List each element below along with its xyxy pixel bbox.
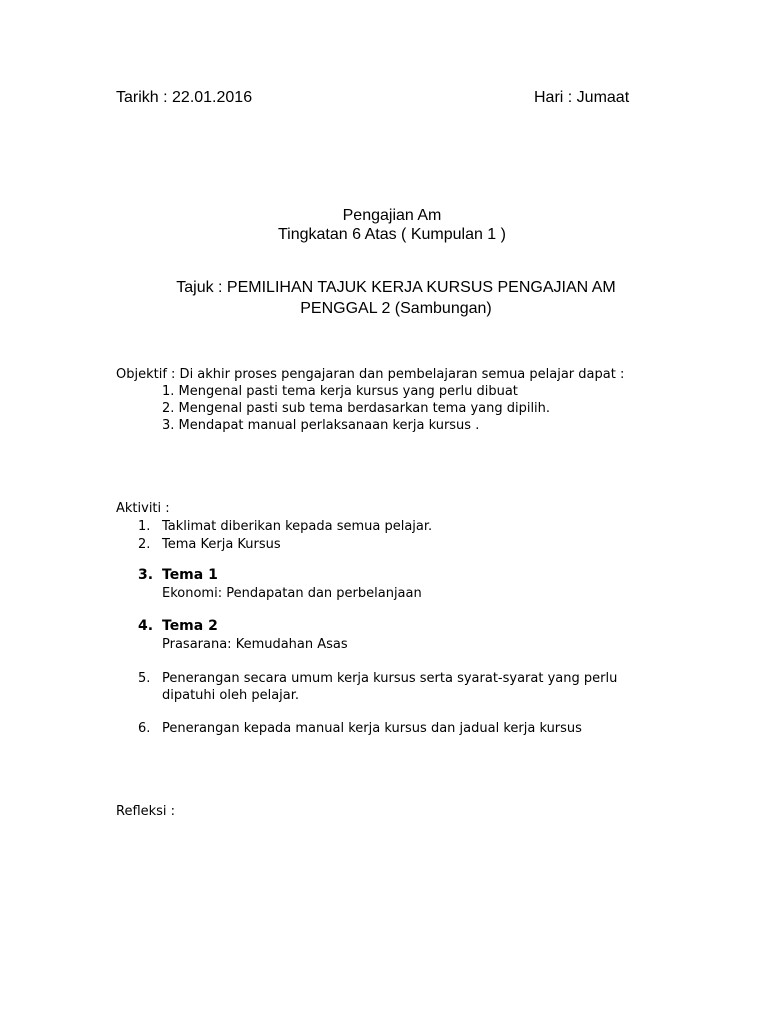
- objective-label: Objektif : Di akhir proses pengajaran dan pembelajaran semua pelajar dapat :: [116, 367, 625, 382]
- activity-number-1: 1.: [138, 519, 151, 534]
- topic-line-2: PENGGAL 2 (Sambungan): [300, 300, 492, 317]
- reflection-label: Refleksi :: [116, 804, 176, 819]
- objective-item-2: 2. Mengenal pasti sub tema berdasarkan tema yang dipilih.: [162, 401, 551, 416]
- form-group-line: Tingkatan 6 Atas ( Kumpulan 1 ): [278, 226, 506, 243]
- theme-2-description: Prasarana: Kemudahan Asas: [162, 637, 348, 652]
- day-label: Hari : Jumaat: [534, 89, 630, 106]
- theme-2-heading: Tema 2: [162, 618, 218, 634]
- activity-number-2: 2.: [138, 537, 151, 552]
- activity-number-5: 5.: [138, 671, 151, 686]
- activity-number-3: 3.: [138, 567, 154, 583]
- activity-number-6: 6.: [138, 721, 151, 736]
- theme-1-description: Ekonomi: Pendapatan dan perbelanjaan: [162, 586, 422, 601]
- subject-title: Pengajian Am: [342, 207, 442, 224]
- activity-number-4: 4.: [138, 618, 154, 634]
- activities-label: Aktiviti :: [116, 501, 170, 516]
- theme-1-heading: Tema 1: [162, 567, 218, 583]
- objective-item-3: 3. Mendapat manual perlaksanaan kerja kursus .: [162, 418, 480, 433]
- activity-text-6: Penerangan kepada manual kerja kursus dan jadual kerja kursus: [162, 721, 582, 736]
- date-label: Tarikh : 22.01.2016: [116, 89, 253, 106]
- activity-text-1: Taklimat diberikan kepada semua pelajar.: [162, 519, 433, 534]
- activity-text-2: Tema Kerja Kursus: [162, 537, 281, 552]
- topic-line-1: Tajuk : PEMILIHAN TAJUK KERJA KURSUS PENGAJIAN AM: [176, 279, 616, 296]
- activity-text-5-line-2: dipatuhi oleh pelajar.: [162, 688, 300, 703]
- objective-item-1: 1. Mengenal pasti tema kerja kursus yang perlu dibuat: [162, 384, 518, 399]
- activity-text-5-line-1: Penerangan secara umum kerja kursus serta syarat-syarat yang perlu: [162, 671, 618, 686]
